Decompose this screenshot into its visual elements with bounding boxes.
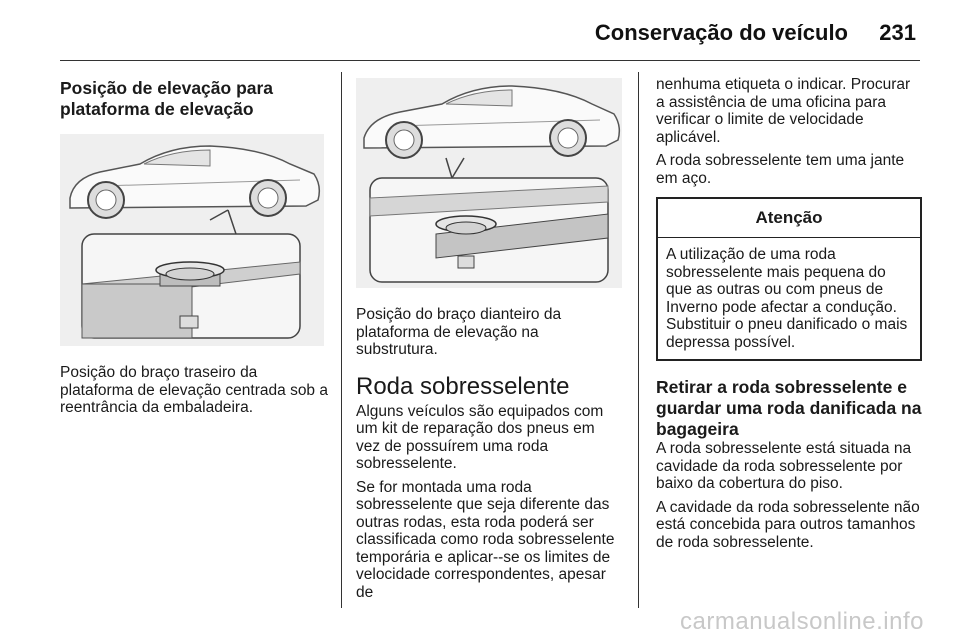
spare-wheel-paragraph-2: Se for montada uma roda sobresselente que seja diferente das outras rodas, esta roda poderá ser classificada como roda sobresselente temporária e aplicar--se os limites de velocidade correspondentes, apesar de [356, 478, 615, 601]
rear-lift-arm-caption: Posição do braço traseiro da plataforma de elevação centrada sob a reentrância da embaladeira. [60, 364, 328, 416]
notice-title: Atenção [658, 199, 920, 238]
spare-wheel-paragraph-1: Alguns veículos são equipados com um kit de reparação dos pneus em vez de possuírem uma roda sobresselente. [356, 402, 604, 472]
spare-wheel-cavity-paragraph: A cavidade da roda sobresselente não está concebida para outros tamanhos de roda sobresselente. [656, 498, 920, 551]
page-header-title: Conservação do veículo [594, 20, 848, 45]
section-heading-lift-position: Posição de elevação para plataforma de elevação [60, 78, 274, 119]
column-divider-1 [341, 72, 342, 608]
notice-body: A utilização de uma roda sobresselente mais pequena do que as outras ou com pneus de Inverno pode afectar a condução. Substituir o pneu danificado o mais depressa possível. [666, 246, 908, 351]
section-title-spare-wheel: Roda sobresselente [356, 372, 570, 400]
column-3 [656, 72, 922, 557]
column-divider-2 [638, 72, 639, 608]
page-number: 231 [879, 20, 916, 45]
front-lift-arm-illustration [356, 78, 622, 288]
header-rule [60, 60, 920, 61]
column-1 [60, 72, 328, 423]
subheading-remove-spare-wheel: Retirar a roda sobresselente e guardar uma roda danificada na bagageira [656, 377, 922, 439]
spare-wheel-location-paragraph: A roda sobresselente está situada na cavidade da roda sobresselente por baixo da cobertura do piso. [656, 440, 912, 492]
front-lift-arm-caption: Posição do braço dianteiro da plataforma de elevação na substrutura. [356, 306, 562, 358]
continued-paragraph: nenhuma etiqueta o indicar. Procurar a assistência de uma oficina para verificar o limite de velocidade aplicável. [656, 76, 911, 146]
rear-lift-arm-illustration [60, 134, 324, 346]
steel-rim-paragraph: A roda sobresselente tem uma jante em aço. [656, 152, 905, 187]
column-2 [356, 72, 622, 607]
watermark: carmanualsonline.info [680, 608, 924, 635]
notice-box [656, 197, 922, 361]
